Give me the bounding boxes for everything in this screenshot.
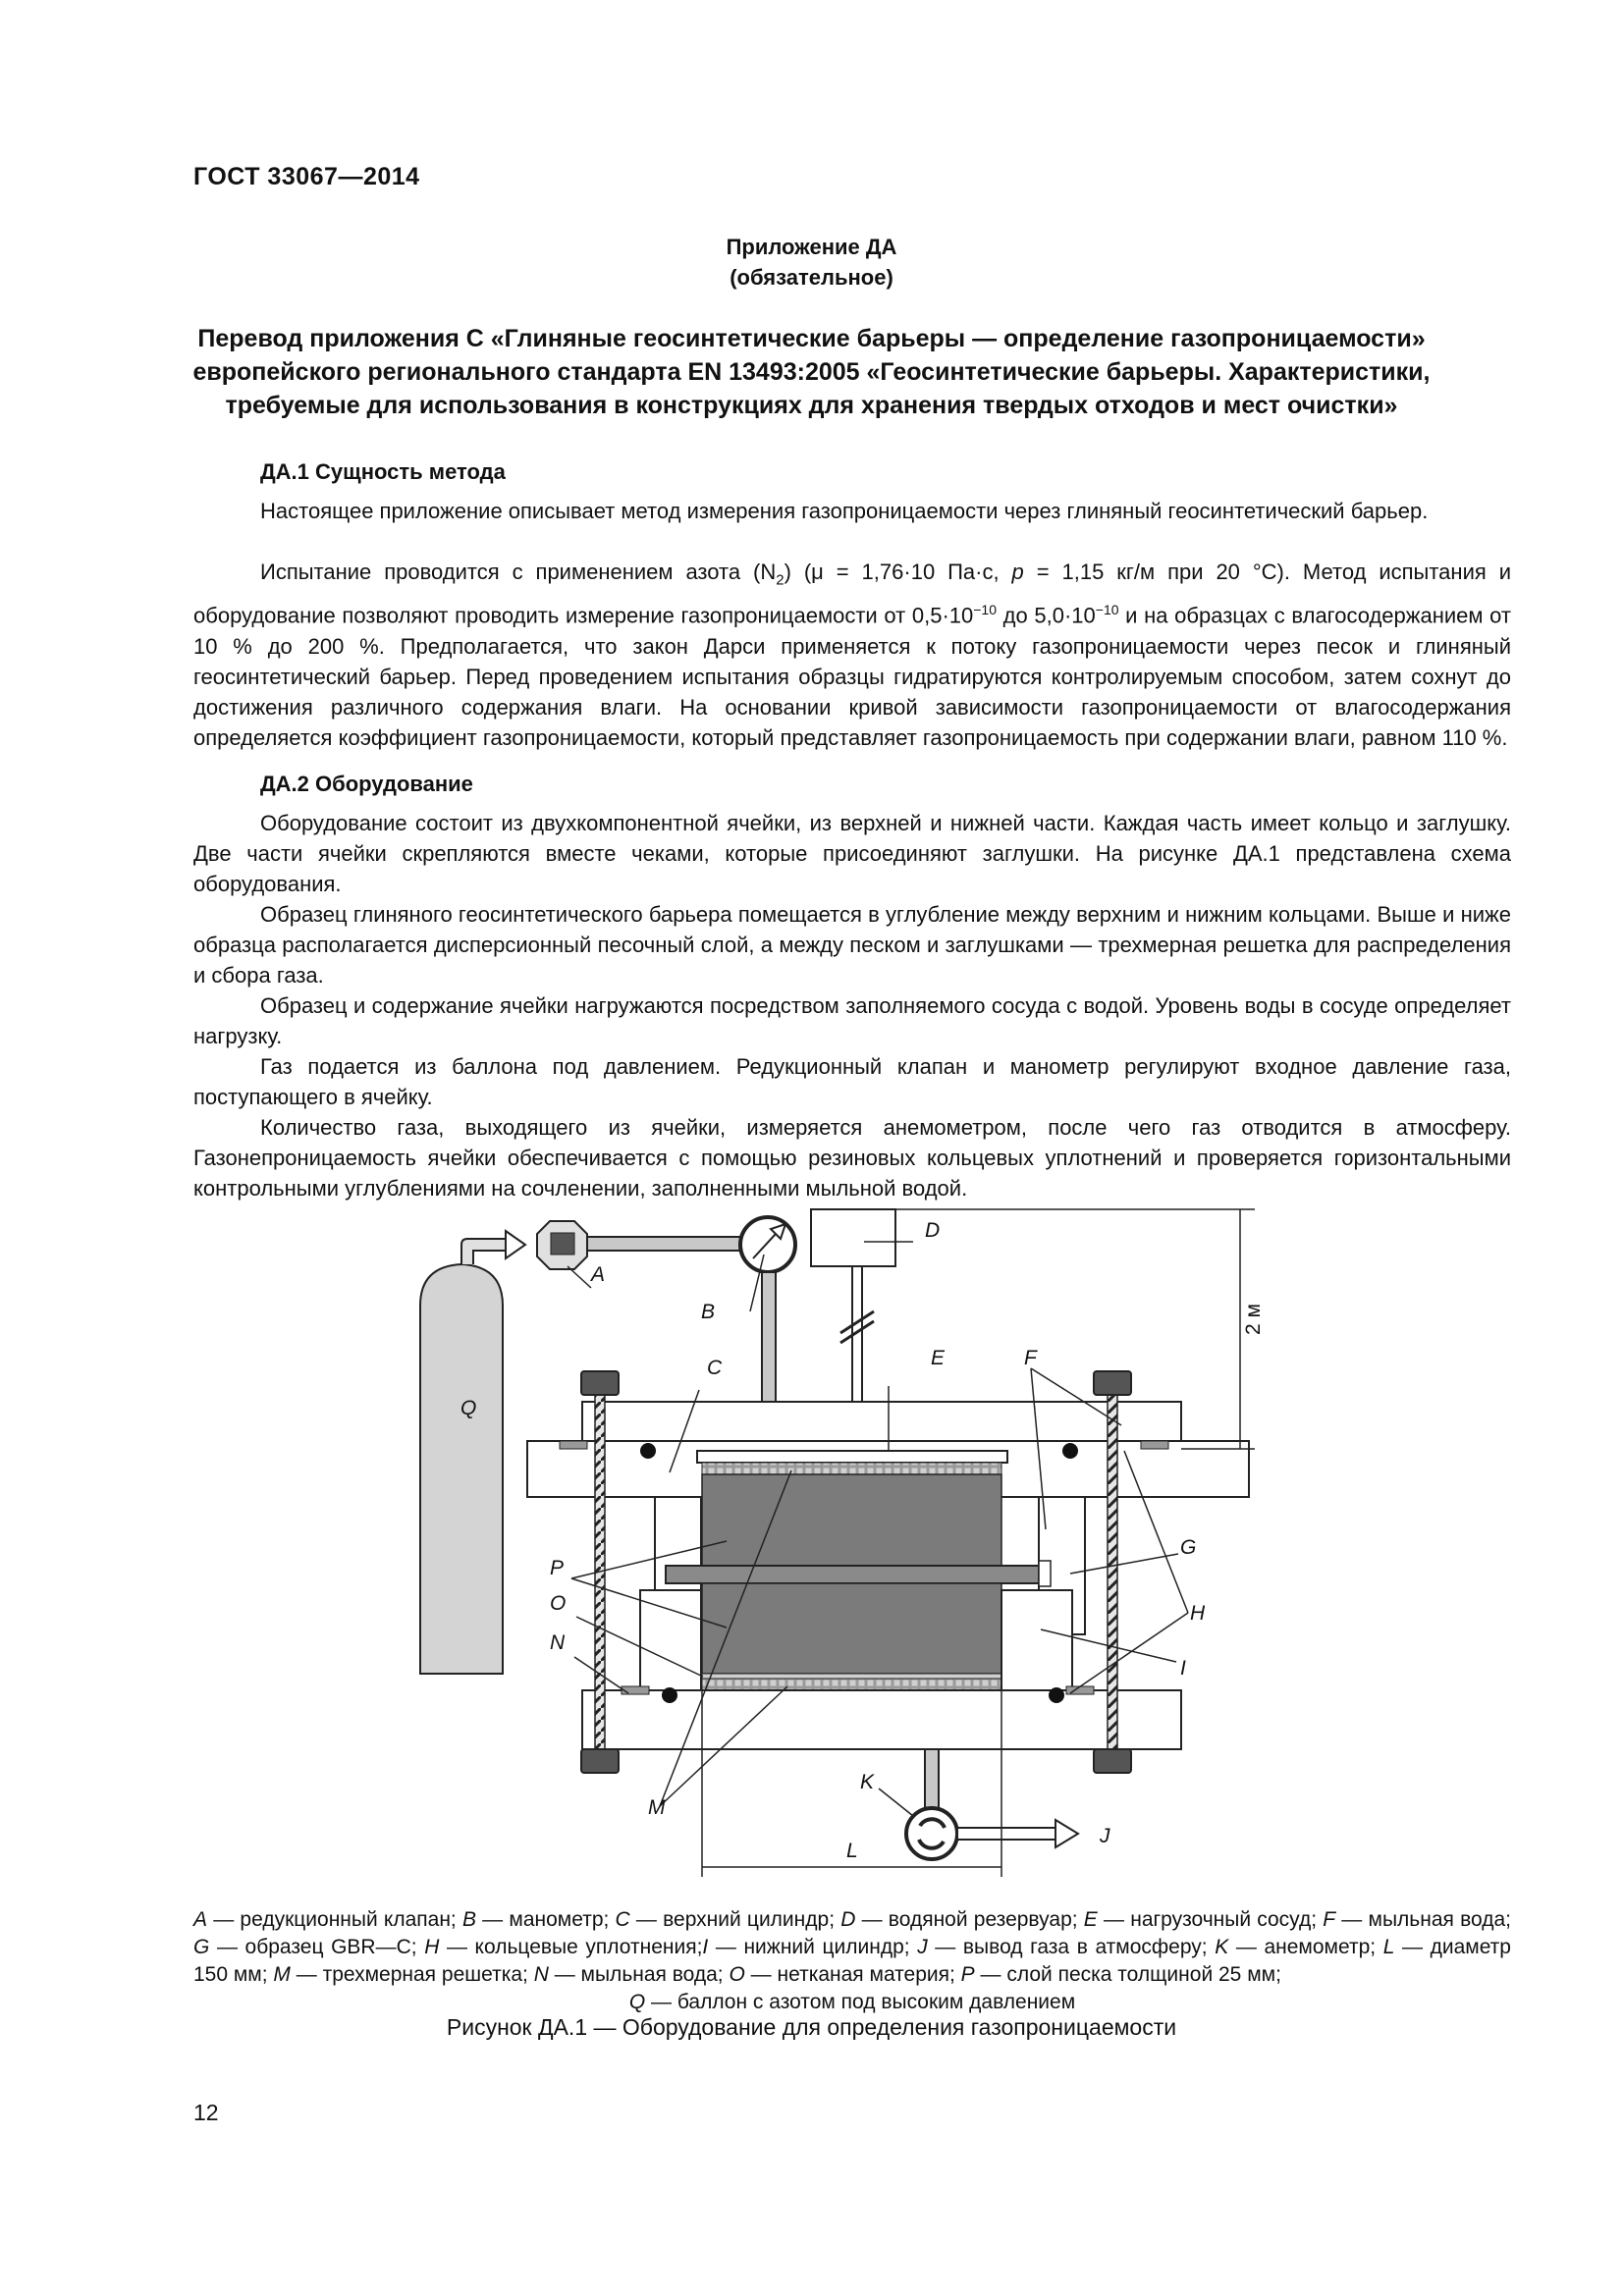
height-dimension-label: 2 м <box>1242 1304 1265 1335</box>
section2-paragraph-2: Образец глиняного геосинтетического барьера помещается в углубление между верхним и нижним кольцами. Выше и ниже образца располагается дисперсионный песочный слой, а между песком и заглушками — трехмерная решетка для распределения и сбора газа. <box>193 902 1511 988</box>
label-m: M <box>648 1796 666 1819</box>
label-d: D <box>925 1219 941 1242</box>
legend-item-m: M — трехмерная решетка; <box>273 1963 534 1986</box>
soap-water-groove-left <box>560 1441 587 1449</box>
section2-paragraph-4: Газ подается из баллона под давлением. Редукционный клапан и манометр регулируют входное давление газа, поступающего в ячейку. <box>193 1054 1511 1109</box>
section1-paragraph-1: Настоящее приложение описывает метод измерения газопроницаемости через глиняный геосинтетический барьер. <box>260 499 1429 523</box>
nut-bottom-left <box>581 1749 619 1773</box>
legend-item-h: H — кольцевые уплотнения; <box>424 1936 703 1958</box>
lower-cylinder-wall-left <box>640 1590 701 1698</box>
section2-paragraph-3: Образец и содержание ячейки нагружаются посредством заполняемого сосуда с водой. Уровень воды в сосуде определяет нагрузку. <box>193 993 1511 1048</box>
flow-arrow-in <box>506 1231 525 1258</box>
label-c: C <box>707 1357 723 1379</box>
supply-pipe <box>461 1239 511 1264</box>
soap-water-lower-left <box>622 1686 649 1694</box>
gas-cylinder <box>420 1264 503 1674</box>
section-heading-2: ДА.2 Оборудование <box>260 772 473 796</box>
label-q: Q <box>460 1397 477 1419</box>
annex-title: Перевод приложения С «Глиняные геосинтетические барьеры — определение газопроницаемости» европейского регионального стандарта EN 13493:2005 «Геосинтетические барьеры. Характеристики, требуемые для использования в конструкциях для хранения твердых отходов и мест очистки» <box>192 325 1431 419</box>
flow-arrow-out <box>1055 1820 1078 1847</box>
label-i: I <box>1180 1657 1186 1680</box>
label-h: H <box>1190 1602 1206 1625</box>
figure-legend <box>193 1906 1511 2016</box>
sample-edge <box>1039 1561 1051 1586</box>
legend-item-f: F — мыльная вода; <box>1323 1908 1511 1931</box>
upper-sand-layer <box>702 1474 1001 1566</box>
legend-item-c: C — верхний цилиндр; <box>615 1908 841 1931</box>
nut-top-right <box>1094 1371 1131 1395</box>
annex-name: Приложение ДА <box>726 235 897 259</box>
legend-item-g: G — образец GBR—C; <box>193 1936 425 1958</box>
legend-item-l: L — диаметр 150 мм; <box>193 1936 1511 1986</box>
o-ring-bottom-right <box>1049 1687 1064 1703</box>
label-g: G <box>1180 1536 1197 1559</box>
nut-bottom-right <box>1094 1749 1131 1773</box>
exhaust-pipe <box>957 1828 1055 1840</box>
legend-item-e: E — нагрузочный сосуд; <box>1083 1908 1324 1931</box>
legend-item-q: Q — баллон с азотом под высоким давлением <box>628 1991 1076 2013</box>
loading-vessel <box>697 1451 1007 1463</box>
legend-item-j: J — вывод газа в атмосферу; <box>917 1936 1216 1958</box>
legend-item-a: A — редукционный клапан; <box>193 1908 462 1931</box>
o-ring-bottom-left <box>662 1687 677 1703</box>
manometer <box>740 1217 795 1272</box>
o-ring-top-left <box>640 1443 656 1459</box>
lower-grid <box>702 1679 1001 1690</box>
valve-core <box>551 1233 574 1255</box>
label-n: N <box>550 1631 566 1654</box>
section-heading-1: ДА.1 Сущность метода <box>260 459 506 484</box>
legend-item-p: P — слой песка толщиной 25 мм; <box>960 1963 1281 1986</box>
nut-top-left <box>581 1371 619 1395</box>
lower-sand-layer <box>702 1583 1001 1674</box>
label-e: E <box>931 1347 946 1369</box>
label-a: A <box>591 1263 606 1286</box>
legend-item-b: B — манометр; <box>461 1908 616 1931</box>
legend-item-n: N — мыльная вода; <box>533 1963 730 1986</box>
nonwoven-fabric <box>702 1674 1001 1679</box>
label-p: P <box>550 1557 565 1579</box>
section2-paragraph-1: Оборудование состоит из двухкомпонентной ячейки, из верхней и нижней части. Каждая часть имеет кольцо и заглушку. Две части ячейки скрепляются вместе чеками, которые присоединяют заглушки. На рисунке ДА.1 представлена схема оборудования. <box>193 811 1511 896</box>
soap-water-groove-right <box>1141 1441 1168 1449</box>
outlet-pipe <box>925 1749 939 1810</box>
label-o: O <box>550 1592 567 1615</box>
o-ring-top-right <box>1062 1443 1078 1459</box>
legend-item-i: I — нижний цилиндр; <box>702 1936 918 1958</box>
label-j: J <box>1100 1825 1110 1847</box>
lower-cylinder-wall-right <box>1001 1590 1072 1698</box>
annex-status: (обязательное) <box>730 265 893 290</box>
label-f: F <box>1024 1347 1037 1369</box>
sample-gbr <box>666 1566 1039 1583</box>
label-k: K <box>860 1771 875 1793</box>
label-l: L <box>846 1840 858 1862</box>
label-b: B <box>701 1301 716 1323</box>
legend-item-o: O — нетканая материя; <box>729 1963 961 1986</box>
section1-paragraph-2: Испытание проводится с применением азота $(N_2) (\mu = 1,76\cdot 10$ Па·с, p = 1,15 кг/м при 20 °С). Метод испытания и оборудование позволяют проводить измерение газопроницаемости от $0,5\cdot 10^{-10}$ до $5,0\cdot 10^{-10}$ и на образцах с влагосодержанием от 10 % до 200 %. Предполагается, что закон Дарси применяется к потоку газопроницаемости через песок и глиняный геосинтетический барьер. Перед проведением испытания образцы гидратируются контролируемым способом, затем сохнут до достижения различного содержания влаги. На основании кривой зависимости газопроницаемости от влагосодержания определяется коэффициент газопроницаемости, который представляет газопроницаемость при содержании влаги, равном 110 %. <box>193 560 1511 750</box>
legend-item-d: D — водяной резервуар; <box>840 1908 1084 1931</box>
upper-grid <box>702 1463 1001 1474</box>
anemometer <box>906 1808 957 1859</box>
legend-item-k: K — анемометр; <box>1215 1936 1383 1958</box>
figure-caption: Рисунок ДА.1 — Оборудование для определения газопроницаемости <box>446 2014 1177 2040</box>
tie-bolt-right <box>1108 1384 1117 1757</box>
water-reservoir <box>811 1209 895 1266</box>
horizontal-pipe <box>587 1237 744 1251</box>
page-header: ГОСТ 33067—2014 <box>193 163 420 190</box>
section2-paragraph-5: Количество газа, выходящего из ячейки, измеряется анемометром, после чего газ отводится в атмосферу. Газонепроницаемость ячейки обеспечивается с помощью резиновых кольцевых уплотнений и проверяется горизонтальными контрольными углублениями на сочленении, заполненными мыльной водой. <box>193 1115 1511 1201</box>
page-number: 12 <box>193 2100 219 2125</box>
